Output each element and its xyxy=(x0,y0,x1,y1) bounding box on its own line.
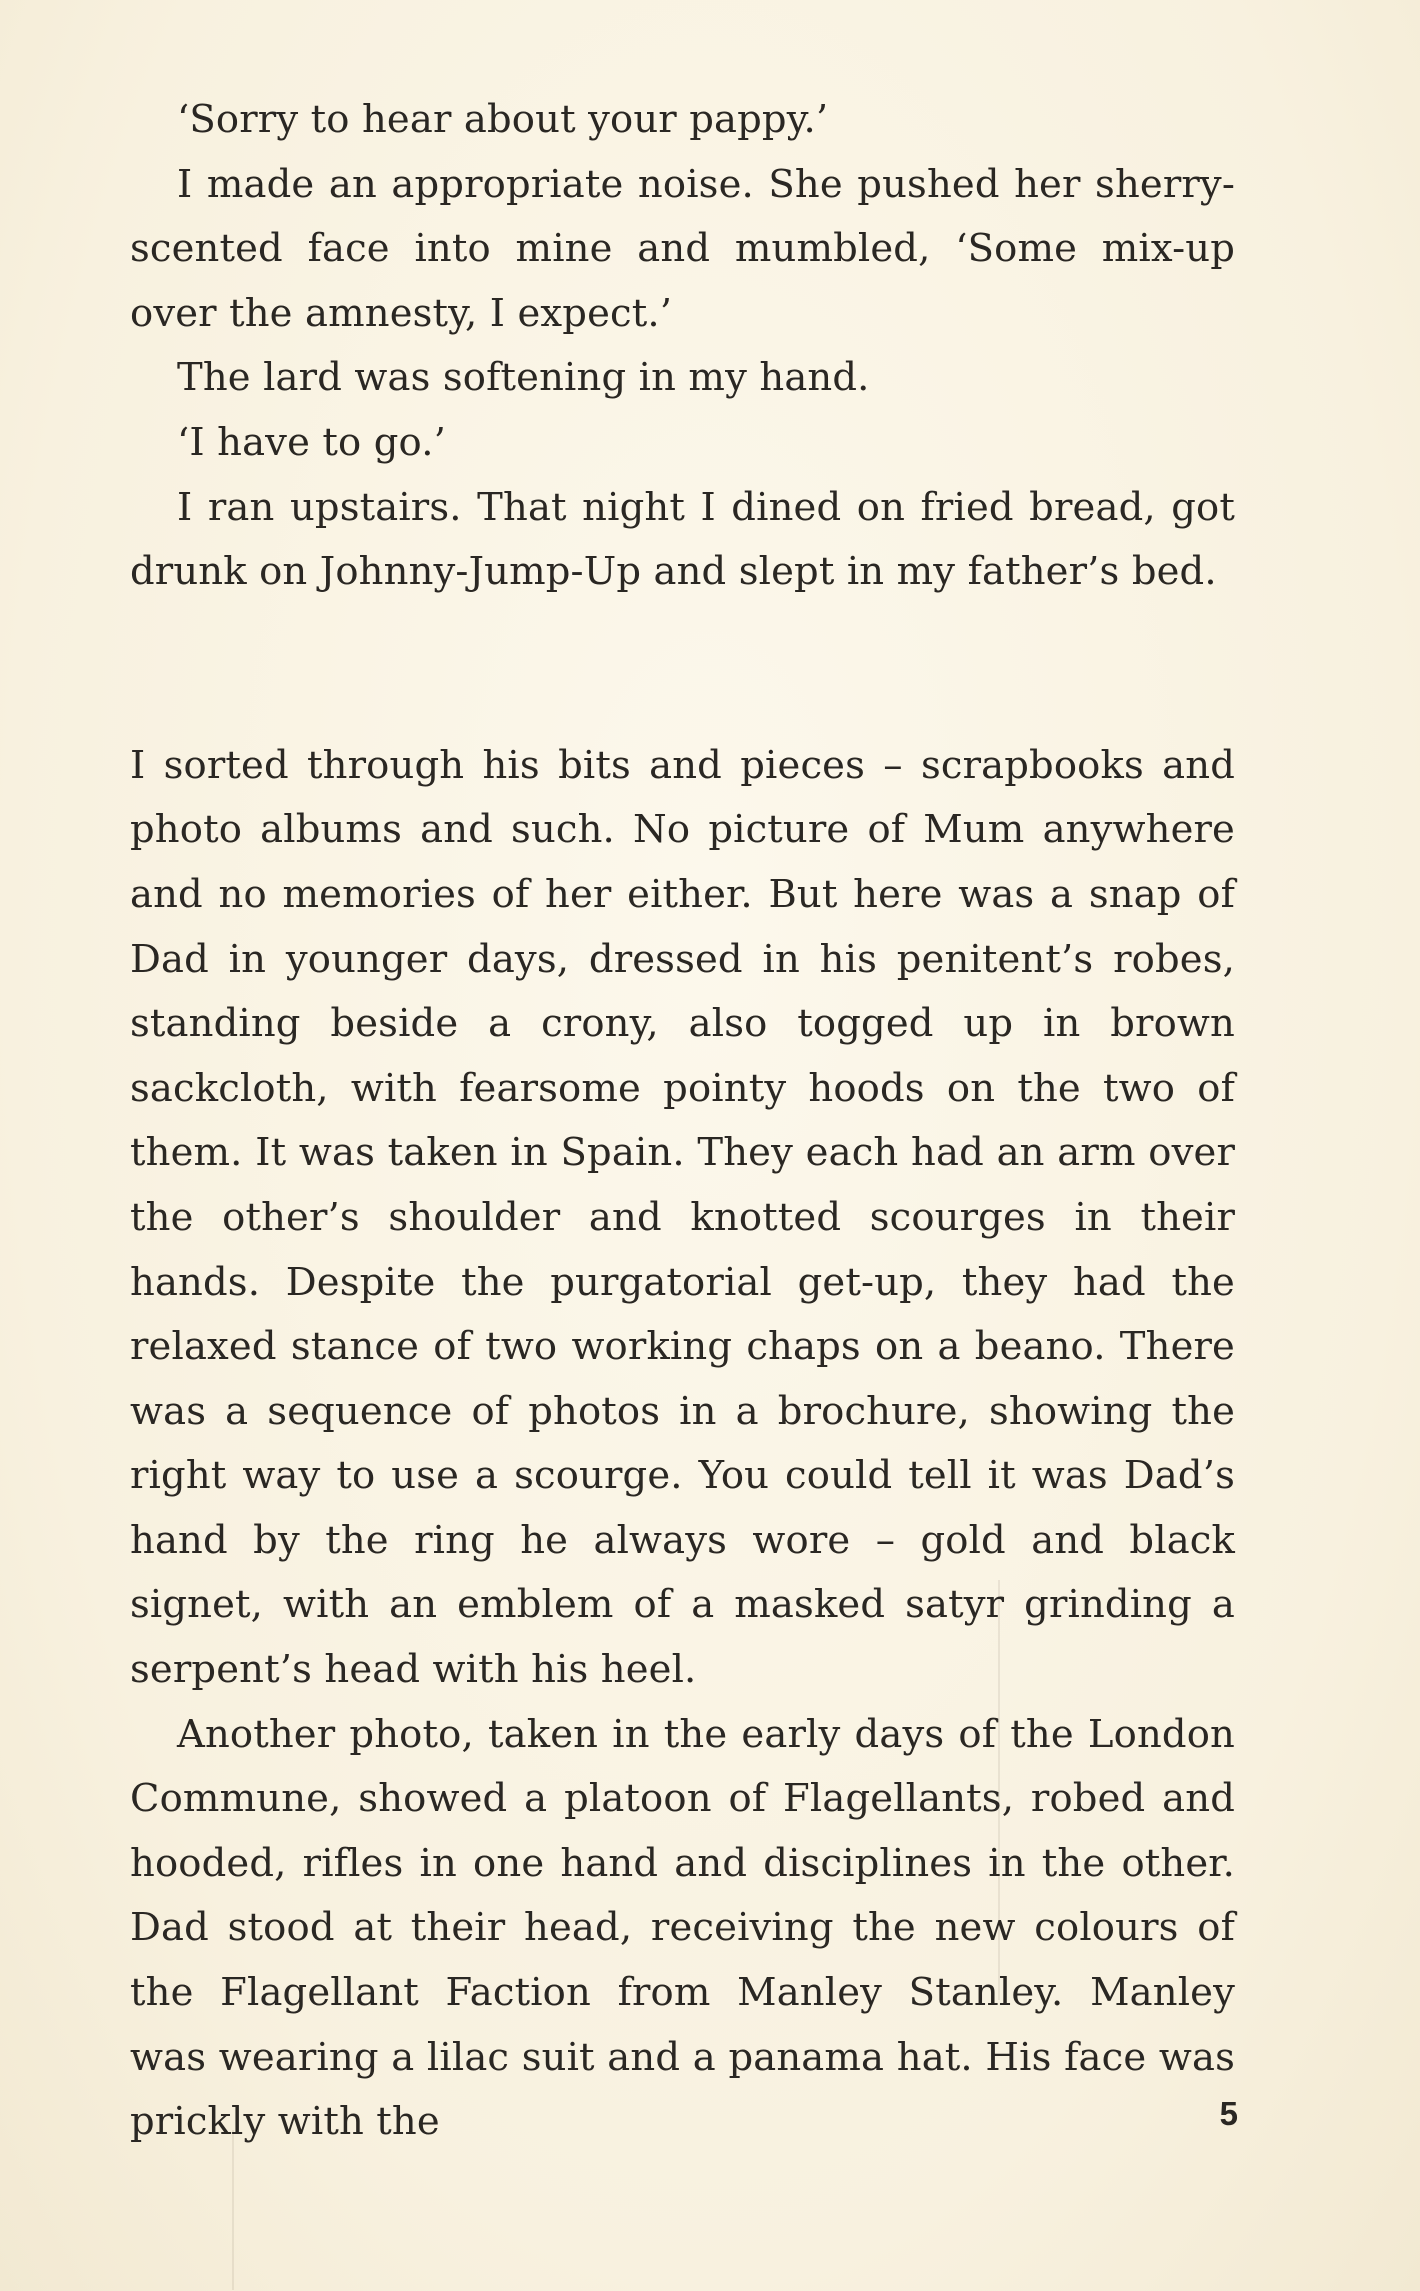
paragraph: I made an appropriate noise. She pushed her sherry-scented face into mine and mumbled, ‘Some mix-up over the amnesty, I expect.’ xyxy=(130,161,1235,336)
paragraph: I sorted through his bits and pieces – scrapbooks and photo albums and such. No picture of Mum anywhere and no memories of her either. But here was a snap of Dad in younger days, dressed in his penitent’s robes, standing beside a crony, also togged up in brown sackcloth, with fearsome pointy hoods on the two of them. It was taken in Spain. They each had an arm over the other’s shoulder and knotted scourges in their hands. Despite the purgatorial get-up, they had the relaxed stance of two working chaps on a beano. There was a sequence of photos in a brochure, showing the right way to use a scourge. You could tell it was Dad’s hand by the ring he always wore – gold and black signet, with an emblem of a masked satyr grinding a serpent’s head with his heel. xyxy=(130,742,1235,1693)
paragraph: ‘Sorry to hear about your pappy.’ xyxy=(177,97,829,142)
paragraph: I ran upstairs. That night I dined on fried bread, got drunk on Johnny-Jump-Up and slept in my father’s bed. xyxy=(130,484,1235,595)
section-break xyxy=(130,605,1235,734)
paragraph: The lard was softening in my hand. xyxy=(177,355,870,401)
paragraph: ‘I have to go.’ xyxy=(177,419,446,465)
body-text xyxy=(130,88,1235,2155)
page-number: 5 xyxy=(1219,2095,1238,2132)
paragraph: Another photo, taken in the early days of the London Commune, showed a platoon of Flagellants, robed and hooded, rifles in one hand and disciplines in the other. Dad stood at their head, receiving the new colours of the Flagellant Faction from Manley Stanley. Manley was wearing a lilac suit and a panama hat. His face was prickly with the xyxy=(130,1711,1235,2145)
